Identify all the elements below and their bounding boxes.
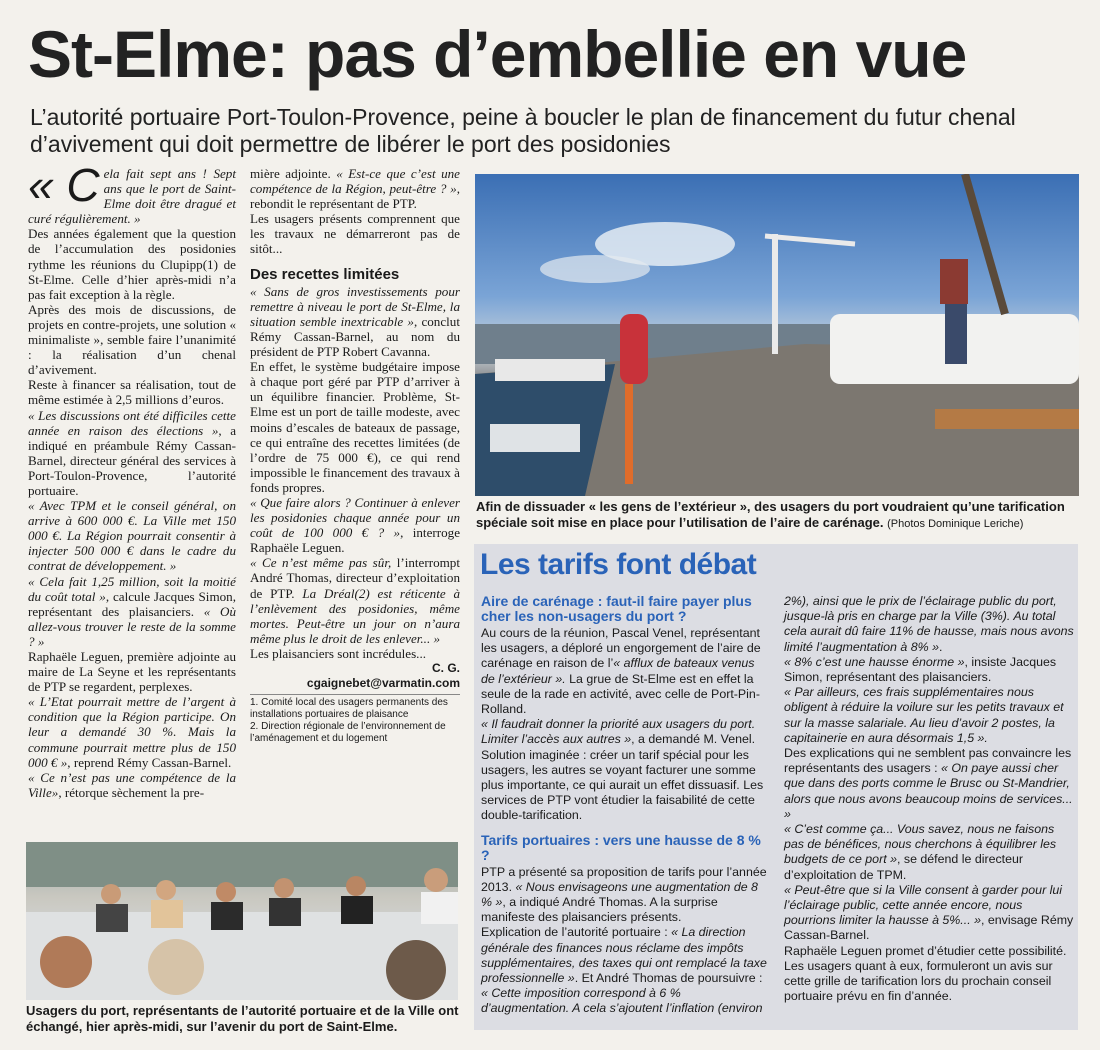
section-heading: Des recettes limitées <box>250 265 400 283</box>
subtitle: L’autorité portuaire Port-Toulon-Provence, peine à boucler le plan de financement du futur chenal d’avivement qui doit permettre de libérer le port des posidonies <box>30 104 1016 157</box>
meeting-photo <box>26 842 458 1000</box>
article-column-1 <box>28 159 237 800</box>
paragraph: « Ce n’est même pas sûr, l’interrompt André Thomas, directeur d’exploitation de PTP. La Dréal(2) est réticente à l’enlèvement des posidonies, même mortes. Peut-être un jour on n’aura même plus le droit de les enlever... » <box>250 555 460 646</box>
footnote-2: 2. Direction régionale de l’environnement de l’aménagement et du logement <box>250 721 446 745</box>
paragraph: « L’Etat pourrait mettre de l’argent à condition que la Région participe. On leur a demandé 30 %. Mais la commune pourrait mettre plus de 150 000 € », reprend Rémy Cassan-Barnel. <box>28 694 236 770</box>
box-column-1 <box>481 594 771 1017</box>
paragraph: « Par ailleurs, ces frais supplémentaires nous obligent à réduire la voilure sur les petits travaux et sur la masse salariale. Au lieu d’avoir 2 postes, la capitainerie en aura désormais 1,5 ». <box>784 685 1064 745</box>
photo-credit: (Photos Dominique Leriche) <box>887 518 1024 530</box>
meeting-caption: Usagers du port, représentants de l’autorité portuaire et de la Ville ont échangé, hier après-midi, sur l’avenir du port de Saint-Elme. <box>26 1003 459 1034</box>
paragraph: « Il faudrait donner la priorité aux usagers du port. Limiter l’accès aux autres », a demandé M. Venel. <box>481 717 756 747</box>
paragraph: Raphaële Leguen, première adjointe au maire de La Seyne et les représentants de PTP se regardent, perplexes. <box>28 649 236 695</box>
article-column-2 <box>250 166 460 745</box>
paragraph: Les usagers présents comprennent que les travaux ne démarreront pas de sitôt... <box>250 211 460 257</box>
paragraph: « Peut-être que si la Ville consent à garder pour lui l’éclairage public, cette année encore, nous pourrions limiter la hausse à 5%... », envisage Rémy Cassan-Barnel. <box>784 882 1074 943</box>
notes-divider <box>250 694 460 695</box>
paragraph: Après des mois de discussions, de projets en contre-projets, une solution « minimaliste », semble faire l’unanimité : la réalisation d’un chenal d’avivement. <box>28 301 236 378</box>
paragraph: Au cours de la réunion, Pascal Venel, représentant les usagers, a déploré un engorgement de l’aire de carénage en raison de l’« afflux de bateaux venus de l’extérieur ». La grue de St-Elme est en effet la seule de la rade en activité, avec celle de Port-Pin-Rolland. <box>481 626 761 717</box>
headline: St-Elme: pas d’embellie en vue <box>28 17 967 91</box>
paragraph: « C ela fait sept ans ! Sept ans que le port de Saint-Elme doit être dragué et curé régulièrement. » <box>28 159 236 227</box>
paragraph: « Cela fait 1,25 million, soit la moitié du coût total », calcule Jacques Simon, représentant des plaisanciers. « Où allez-vous trouver le reste de la somme ? » <box>28 573 236 649</box>
author-email: cgaignebet@varmatin.com <box>306 676 460 691</box>
paragraph: Raphaële Leguen promet d’étudier cette possibilité. Les usagers quant à eux, formuleront un avis sur cette grille de tarification lors du prochain conseil portuaire prévu en fin d’année. <box>784 943 1067 1004</box>
paragraph: Des explications qui ne semblent pas convaincre les représentants des usagers : « On paye aussi cher que dans des ports comme le Brusc ou St-Mandrier, alors que nous avons beaucoup moins de services... » <box>784 746 1073 821</box>
author-initials: C. G. <box>431 661 460 675</box>
paragraph: « Sans de gros investissements pour remettre à niveau le port de St-Elme, la situation semble inextricable », conclut Rémy Cassan-Barnel, au nom du président de PTP Robert Cavanna. <box>250 283 460 360</box>
paragraph: mière adjointe. « Est-ce que c’est une compétence de la Région, peut-être ? », rebondit le représentant de PTP. <box>250 166 460 212</box>
footnote-1: 1. Comité local des usagers permanents des installations portuaires de plaisance <box>250 697 448 721</box>
paragraph: PTP a présenté sa proposition de tarifs pour l’année 2013. « Nous envisageons une augmentation de 8 % », a indiqué André Thomas. A la surprise manifeste des plaisanciers présents. <box>481 864 767 925</box>
box-subheading: Aire de carénage : faut-il faire payer plus cher les non-usagers du port ? <box>481 593 752 624</box>
paragraph: Explication de l’autorité portuaire : « La direction générale des finances nous réclame des impôts supplémentaires, des taxes qui ont remplacé la taxe professionnelle ». Et André Thomas de poursuivre : « Cette imposition correspond à 6 % d’augmentation. A cela s’ajoutent l’inflation (environ <box>481 925 767 1016</box>
paragraph: « 8% c’est une hausse énorme », insiste Jacques Simon, représentant des plaisanciers. <box>784 654 1057 685</box>
meeting-illustration <box>26 842 458 1000</box>
paragraph: « Que faire alors ? Continuer à enlever les posidonies chaque année pour un coût de 100 000 € ? », interroge Raphaële Leguen. <box>250 494 461 556</box>
paragraph: « C’est comme ça... Vous savez, nous ne faisons pas de bénéfices, nous cherchons à équilibrer les budgets de ce port », se défend le directeur d’exploitation de TPM. <box>784 822 1057 882</box>
paragraph: « Les discussions ont été difficiles cette année en raison des élections », a indiqué en préambule Rémy Cassan-Barnel, directeur général des services à Port-Toulon-Provence, l’autorité portuaire. <box>28 407 237 498</box>
paragraph: Solution imaginée : créer un tarif spécial pour les usagers, les autres se voyant facturer une somme plus importante, ce qui aurait un effet dissuasif. Les services de PTP vont étudier la faisabilité de cette double-tarification. <box>481 747 764 823</box>
box-column-2 <box>784 594 1074 1004</box>
paragraph: Reste à financer sa réalisation, tout de même estimée à 2,5 millions d’euros. <box>28 377 236 408</box>
paragraph: Les plaisanciers sont incrédules... <box>250 645 426 661</box>
box-subheading: Tarifs portuaires : vers une hausse de 8 % ? <box>481 831 761 863</box>
paragraph: En effet, le système budgétaire impose à chaque port géré par PTP d’arriver à un équilibre financier. Problème, St-Elme est un port de taille modeste, avec moins d’escales de bateaux de passage, ce qui entraîne des recettes limitées (de l’ordre de 75 000 €), ce qui rend impossible le financement des travaux à fonds propres. <box>250 359 460 495</box>
drop-cap: « C <box>28 159 100 211</box>
box-title: Les tarifs font débat <box>480 548 757 581</box>
paragraph: 2%), ainsi que le prix de l’éclairage public du port, jusque-là pris en charge par la Ville (3%). Au total cela aurait dû faire 11% de hausse, mais nous avons limité l’augmentation à 8% ». <box>784 594 1074 654</box>
paragraph: « Avec TPM et le conseil général, on arrive à 600 000 €. La Ville met 150 000 €. La Région pourrait consentir à injecter 500 000 € dans le cadre du contrat de développement. » <box>28 498 236 574</box>
paragraph: « Ce n’est pas une compétence de la Ville», rétorque sèchement la pre- <box>28 769 236 800</box>
paragraph: Des années également que la question de l’accumulation des posidonies rythme les réunions du Clupipp(1) de St-Elme. Celle d’hier après-midi n’a pas fait exception à la règle. <box>28 226 236 302</box>
harbour-caption: Afin de dissuader « les gens de l’extérieur », des usagers du port voudraient qu’une tarification spéciale soit mise en place pour l’utilisation de l’aire de carénage. (Photos Dominique Leriche) <box>476 499 1065 530</box>
harbour-illustration <box>475 174 1079 496</box>
harbour-photo <box>475 174 1079 496</box>
